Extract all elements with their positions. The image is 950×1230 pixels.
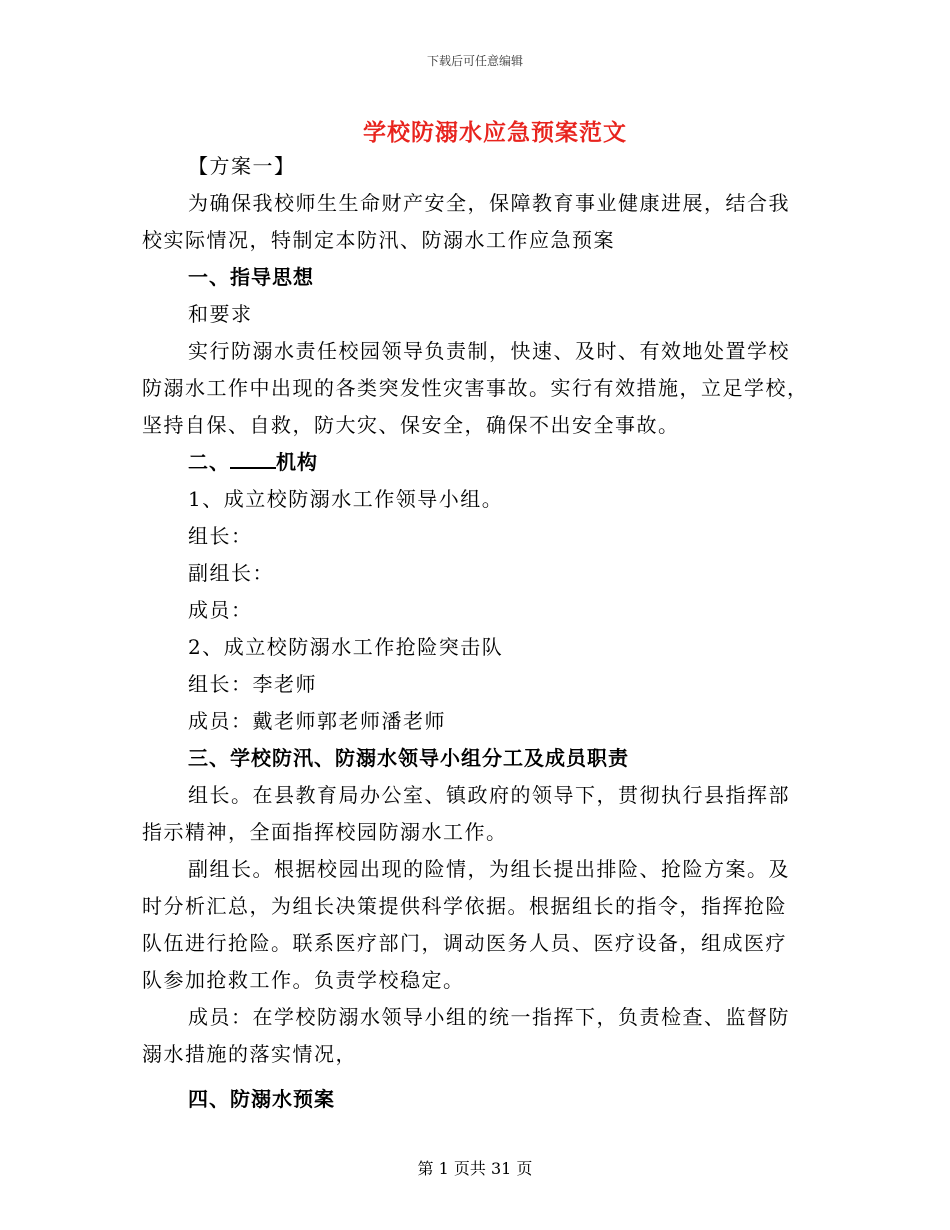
section-label: 【方案一】 [188, 154, 296, 178]
heading-1: 一、指导思想 [188, 265, 314, 289]
list-item: 2、成立校防溺水工作抢险突击队 [188, 635, 504, 659]
paragraph-line: 校实际情况，特制定本防汛、防溺水工作应急预案 [142, 228, 615, 252]
paragraph-line: 组长。在县教育局办公室、镇政府的领导下，贯彻执行县指挥部 [188, 783, 790, 807]
heading-2-prefix: 二、 [188, 450, 230, 474]
heading-3: 三、学校防汛、防溺水领导小组分工及成员职责 [188, 746, 629, 770]
paragraph-line: 溺水措施的落实情况， [142, 1042, 357, 1066]
heading-2 [142, 444, 810, 481]
paragraph-line: 指示精神，全面指挥校园防溺水工作。 [142, 820, 508, 844]
list-item: 组长：李老师 [188, 672, 317, 696]
heading-4: 四、防溺水预案 [188, 1087, 335, 1111]
page-footer: 第 1 页共 31 页 [417, 1159, 533, 1178]
document-title: 学校防溺水应急预案范文 [363, 120, 627, 146]
document-body [142, 148, 810, 1118]
paragraph-line: 副组长。根据校园出现的险情，为组长提出排险、抢险方案。及 [188, 857, 790, 881]
paragraph-line: 队伍进行抢险。联系医疗部门，调动医务人员、医疗设备，组成医疗 [142, 931, 787, 955]
header-note: 下载后可任意编辑 [426, 54, 523, 68]
paragraph-line: 时分析汇总，为组长决策提供科学依据。根据组长的指令，指挥抢险 [142, 894, 787, 918]
paragraph-line: 成员：在学校防溺水领导小组的统一指挥下，负责检查、监督防 [188, 1005, 790, 1029]
list-item: 成员： [188, 598, 253, 622]
paragraph-line: 防溺水工作中出现的各类突发性灾害事故。实行有效措施，立足学校， [142, 376, 809, 400]
paragraph-line: 队参加抢救工作。负责学校稳定。 [142, 968, 465, 992]
blank-underline [230, 445, 276, 469]
list-item: 副组长： [188, 561, 274, 585]
paragraph-line: 为确保我校师生生命财产安全，保障教育事业健康进展，结合我 [188, 191, 790, 215]
list-item: 组长： [188, 524, 253, 548]
list-item: 成员：戴老师郭老师潘老师 [188, 709, 446, 733]
paragraph-line: 坚持自保、自救，防大灾、保安全，确保不出安全事故。 [142, 413, 680, 437]
heading-2-suffix: 机构 [276, 450, 318, 474]
paragraph-line: 实行防溺水责任校园领导负责制，快速、及时、有效地处置学校 [188, 339, 790, 363]
list-item: 1、成立校防溺水工作领导小组。 [188, 487, 504, 511]
paragraph-line: 和要求 [188, 302, 253, 326]
